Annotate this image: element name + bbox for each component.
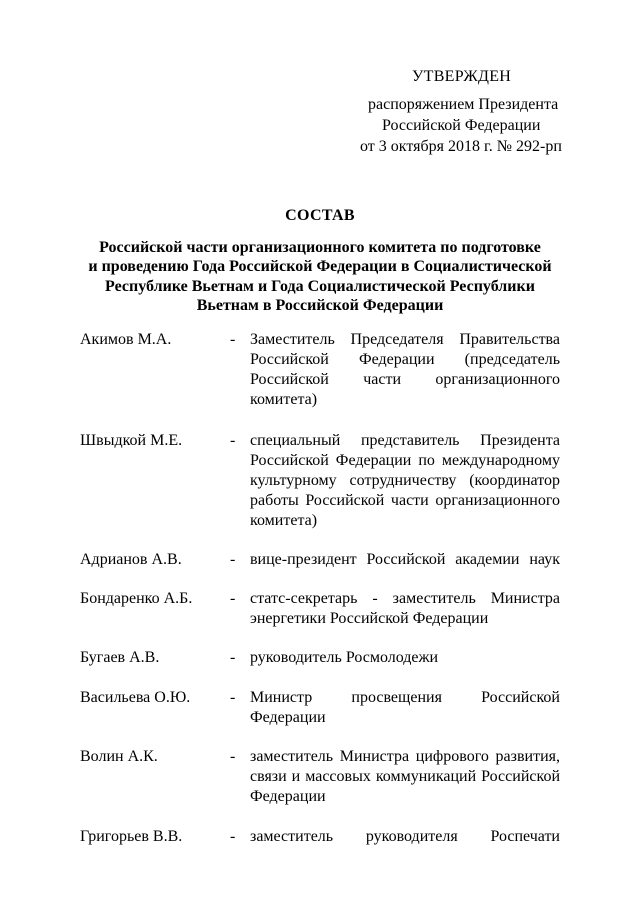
approval-line-3: от 3 октября 2018 г. № 292-рп <box>360 138 562 155</box>
member-position-line: работы Российской части организационного <box>250 492 560 509</box>
document-title: СОСТАВ <box>285 207 355 224</box>
member-dash: - <box>230 551 236 568</box>
member-position-line: Заместитель Председателя Правительства <box>250 331 560 348</box>
member-position-line: Министр просвещения Российской <box>250 689 560 706</box>
member-position-line: заместитель руководителя Роспечати <box>250 828 560 845</box>
member-position <box>250 747 560 807</box>
member-position-line: Федерации <box>250 788 326 805</box>
document-heading <box>60 206 580 316</box>
member-dash: - <box>230 828 236 845</box>
member-dash: - <box>230 649 236 666</box>
member-dash: - <box>230 748 236 765</box>
member-name: Адрианов А.В. <box>80 551 182 568</box>
member-name: Швыдкой М.Е. <box>80 432 183 449</box>
approval-block <box>360 66 580 157</box>
member-position-line: Российской части организационного <box>250 371 560 388</box>
member-name: Акимов М.А. <box>80 331 172 348</box>
member-position-line: руководитель Росмолодежи <box>250 649 439 666</box>
member-dash: - <box>230 590 236 607</box>
heading-line-3: Республике Вьетнам и Года Социалистической Республики <box>105 277 535 295</box>
member-position <box>250 688 560 728</box>
heading-line-1: Российской части организационного комитета по подготовке <box>99 238 541 256</box>
member-position <box>250 648 560 668</box>
member-position-line: Российской Федерации по международному <box>250 452 560 469</box>
approval-line-2: Российской Федерации <box>382 117 541 134</box>
member-row <box>80 550 561 570</box>
member-position-line: специальный представитель Президента <box>250 432 560 449</box>
member-row <box>80 688 561 728</box>
member-position-line: Российской Федерации (председатель <box>250 351 560 368</box>
member-dash: - <box>230 432 236 449</box>
member-position-line: комитета) <box>250 391 318 408</box>
member-dash: - <box>230 331 236 348</box>
member-row <box>80 330 561 410</box>
member-row <box>80 648 561 668</box>
members-list <box>80 330 561 847</box>
member-row <box>80 827 561 847</box>
member-name: Бугаев А.В. <box>80 649 160 666</box>
member-name: Григорьев В.В. <box>80 828 183 845</box>
member-name: Васильева О.Ю. <box>80 689 191 706</box>
member-name: Волин А.К. <box>80 748 158 765</box>
member-position-line: Федерации <box>250 709 326 726</box>
member-row <box>80 589 561 629</box>
heading-line-4: Вьетнам в Российской Федерации <box>196 297 444 314</box>
member-position-line: связи и массовых коммуникаций Российской <box>250 768 560 785</box>
member-position-line: энергетики Российской Федерации <box>250 610 489 627</box>
member-position <box>250 431 560 531</box>
member-position <box>250 589 560 629</box>
member-position <box>250 330 560 410</box>
member-row <box>80 431 561 531</box>
member-position-line: вице-президент Российской академии наук <box>250 551 560 568</box>
heading-line-2: и проведению Года Российской Федерации в Социалистической <box>88 258 552 275</box>
member-dash: - <box>230 689 236 706</box>
member-position-line: статс-секретарь - заместитель Министра <box>250 590 560 607</box>
member-position-line: культурному сотрудничеству (координатор <box>250 472 560 489</box>
member-position <box>250 827 560 847</box>
member-name: Бондаренко А.Б. <box>80 590 193 607</box>
approval-line-1: распоряжением Президента <box>368 96 559 113</box>
member-position-line: комитета) <box>250 512 318 529</box>
member-position <box>250 550 560 570</box>
member-row <box>80 747 561 807</box>
approval-title: УТВЕРЖДЕН <box>412 68 512 85</box>
member-position-line: заместитель Министра цифрового развития, <box>250 748 560 765</box>
